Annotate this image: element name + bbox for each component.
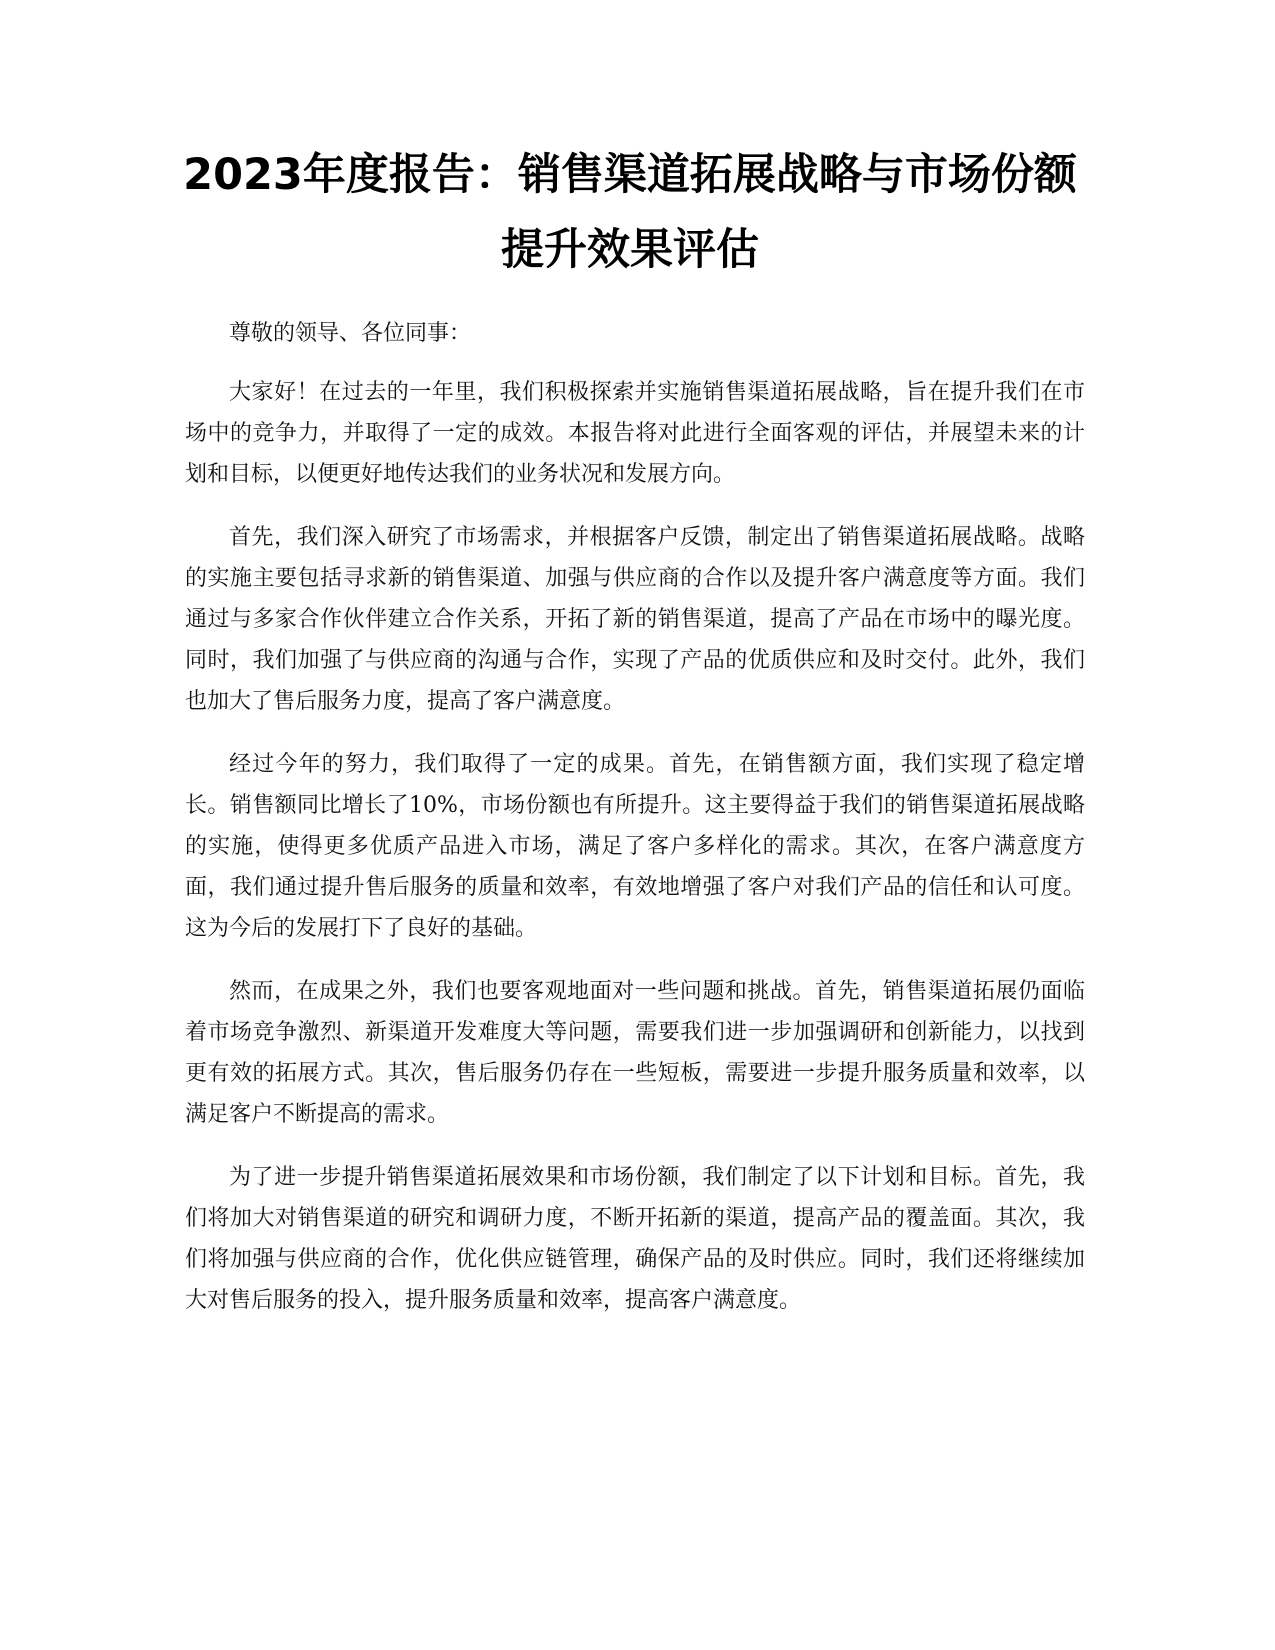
plans-paragraph: 为了进一步提升销售渠道拓展效果和市场份额，我们制定了以下计划和目标。首先，我们将加大对销售渠道的研究和调研力度，不断开拓新的渠道，提高产品的覆盖面。其次，我们将加强与供应商的合作，优化供应链管理，确保产品的及时供应。同时，我们还将继续加大对售后服务的投入，提升服务质量和效率，提高客户满意度。 (185, 1165, 1085, 1313)
strategy-paragraph: 首先，我们深入研究了市场需求，并根据客户反馈，制定出了销售渠道拓展战略。战略的实施主要包括寻求新的销售渠道、加强与供应商的合作以及提升客户满意度等方面。我们通过与多家合作伙伴建立合作关系，开拓了新的销售渠道，提高了产品在市场中的曝光度。同时，我们加强了与供应商的沟通与合作，实现了产品的优质供应和及时交付。此外，我们也加大了售后服务力度，提高了客户满意度。 (185, 525, 1085, 714)
intro-paragraph: 大家好！在过去的一年里，我们积极探索并实施销售渠道拓展战略，旨在提升我们在市场中的竞争力，并取得了一定的成效。本报告将对此进行全面客观的评估，并展望未来的计划和目标，以便更好地传达我们的业务状况和发展方向。 (185, 380, 1085, 487)
document-body (185, 313, 1085, 1343)
greeting-paragraph: 尊敬的领导、各位同事： (229, 321, 472, 346)
document-title: 2023年度报告：销售渠道拓展战略与市场份额提升效果评估 (183, 150, 1077, 275)
challenges-paragraph: 然而，在成果之外，我们也要客观地面对一些问题和挑战。首先，销售渠道拓展仍面临着市场竞争激烈、新渠道开发难度大等问题，需要我们进一步加强调研和创新能力，以找到更有效的拓展方式。其次，售后服务仍存在一些短板，需要进一步提升服务质量和效率，以满足客户不断提高的需求。 (185, 979, 1085, 1127)
results-paragraph: 经过今年的努力，我们取得了一定的成果。首先，在销售额方面，我们实现了稳定增长。销售额同比增长了10%，市场份额也有所提升。这主要得益于我们的销售渠道拓展战略的实施，使得更多优质产品进入市场，满足了客户多样化的需求。其次，在客户满意度方面，我们通过提升售后服务的质量和效率，有效地增强了客户对我们产品的信任和认可度。这为今后的发展打下了良好的基础。 (185, 752, 1085, 941)
